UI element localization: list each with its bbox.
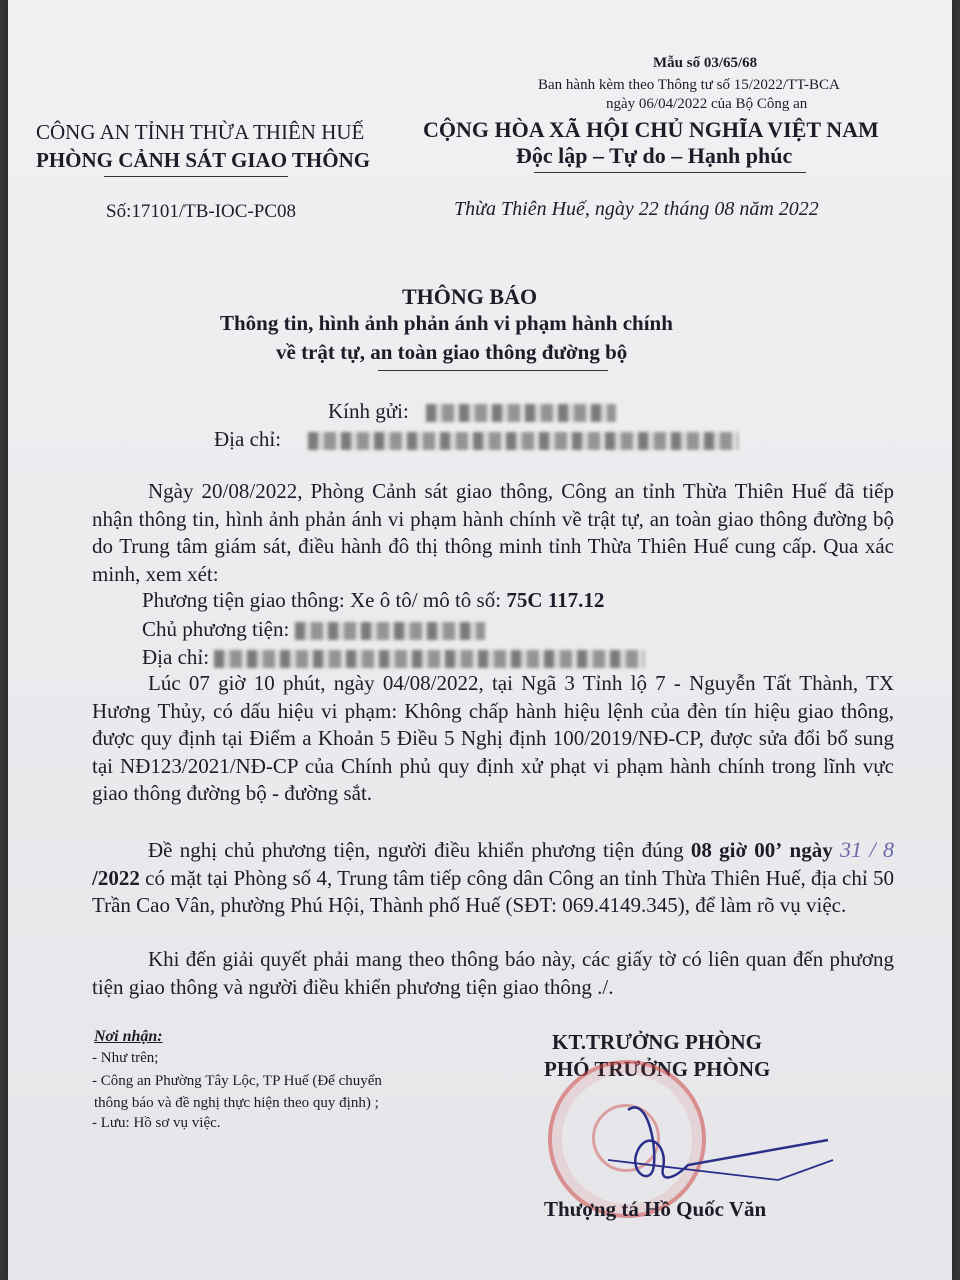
summons-day-handwritten: 31 / 8 bbox=[839, 837, 895, 862]
owner-label: Chủ phương tiện: bbox=[142, 617, 290, 641]
redacted-owner-address bbox=[214, 650, 644, 668]
summons-text-a: Đề nghị chủ phương tiện, người điều khiển phương tiện đúng bbox=[148, 838, 691, 862]
recipient-to-label: Kính gửi: bbox=[328, 399, 409, 423]
agency-name: PHÒNG CẢNH SÁT GIAO THÔNG bbox=[36, 148, 371, 172]
recipients-item-3: - Lưu: Hồ sơ vụ việc. bbox=[92, 1115, 221, 1131]
document-subtitle-2: về trật tự, an toàn giao thông đường bộ bbox=[276, 340, 628, 364]
redacted-owner-name bbox=[295, 622, 485, 640]
recipients-item-2a: - Công an Phường Tây Lộc, TP Huế (Để chuyển bbox=[92, 1073, 382, 1089]
vehicle-label: Phương tiện giao thông: Xe ô tô/ mô tô số: bbox=[142, 588, 507, 612]
owner-line bbox=[142, 617, 485, 642]
form-issued-line2: ngày 06/04/2022 của Bộ Công an bbox=[606, 96, 808, 112]
vehicle-line bbox=[142, 588, 604, 613]
recipients-item-1: - Như trên; bbox=[92, 1050, 159, 1066]
document-subtitle-1: Thông tin, hình ảnh phản ánh vi phạm hành chính bbox=[220, 311, 673, 335]
summons-text-b: có mặt tại Phòng số 4, Trung tâm tiếp công dân Công an tỉnh Thừa Thiên Huế, địa chỉ 50 Trần Cao Vân, phường Phú Hội, Thành phố Huế (SĐT: 069.4149.345), để làm rõ vụ việc. bbox=[92, 865, 894, 917]
signature-title-2: PHÓ TRƯỞNG PHÒNG bbox=[544, 1057, 771, 1081]
handwritten-signature bbox=[598, 1090, 838, 1190]
license-plate: 75C 117.12 bbox=[506, 588, 605, 612]
document-title: THÔNG BÁO bbox=[402, 284, 538, 309]
recipients-title: Nơi nhận: bbox=[94, 1028, 163, 1045]
owner-address-label: Địa chỉ: bbox=[142, 645, 210, 669]
nation-motto: Độc lập – Tự do – Hạnh phúc bbox=[516, 143, 793, 168]
agency-underline bbox=[104, 176, 288, 177]
summons-day-prefix: ngày bbox=[789, 838, 833, 862]
recipient-to bbox=[328, 399, 616, 424]
subtitle-underline bbox=[378, 370, 608, 371]
summons-time: 08 giờ 00’ bbox=[690, 838, 783, 862]
redacted-recipient-address bbox=[308, 432, 738, 450]
owner-address-line bbox=[142, 645, 644, 670]
recipients-item-2b: thông báo và đề nghị thực hiện theo quy định) ; bbox=[94, 1095, 379, 1111]
summons-year: /2022 bbox=[92, 865, 140, 890]
recipient-address-label: Địa chỉ: bbox=[214, 427, 282, 451]
document-page bbox=[8, 0, 952, 1280]
recipient-address bbox=[214, 427, 738, 452]
form-issued-line1: Ban hành kèm theo Thông tư số 15/2022/TT-BCA bbox=[538, 77, 840, 93]
paragraph-intro: Ngày 20/08/2022, Phòng Cảnh sát giao thông, Công an tỉnh Thừa Thiên Huế đã tiếp nhận thông tin, hình ảnh phản ánh vi phạm hành chính về trật tự, an toàn giao thông đường bộ do Trung tâm giám sát, điều hành đô thị thông minh tỉnh Thừa Thiên Huế cung cấp. Qua xác minh, xem xét: bbox=[92, 479, 894, 586]
signature-title-1: KT.TRƯỞNG PHÒNG bbox=[552, 1030, 762, 1054]
form-code: Mẫu số 03/65/68 bbox=[653, 55, 758, 71]
agency-parent: CÔNG AN TỈNH THỪA THIÊN HUẾ bbox=[36, 120, 365, 144]
motto-underline bbox=[534, 172, 806, 173]
paragraph-closing: Khi đến giải quyết phải mang theo thông báo này, các giấy tờ có liên quan đến phương tiện giao thông và người điều khiển phương tiện giao thông ./. bbox=[92, 947, 894, 999]
paragraph-summons bbox=[92, 836, 894, 920]
place-date: Thừa Thiên Huế, ngày 22 tháng 08 năm 2022 bbox=[454, 198, 819, 220]
document-number: Số:17101/TB-IOC-PC08 bbox=[106, 201, 297, 222]
redacted-recipient-name bbox=[426, 404, 616, 422]
nation-title: CỘNG HÒA XÃ HỘI CHỦ NGHĨA VIỆT NAM bbox=[423, 117, 879, 142]
paragraph-violation: Lúc 07 giờ 10 phút, ngày 04/08/2022, tại Ngã 3 Tỉnh lộ 7 - Nguyễn Tất Thành, TX Hương Thủy, có dấu hiệu vi phạm: Không chấp hành hiệu lệnh của đèn tín hiệu giao thông, được quy định tại Điểm a Khoản 5 Điều 5 Nghị định 100/2019/NĐ-CP, được sửa đổi bổ sung tại NĐ123/2021/NĐ-CP của Chính phủ quy định xử phạt vi phạm hành chính trong lĩnh vực giao thông đường bộ - đường sắt. bbox=[92, 671, 894, 805]
signer-name: Thượng tá Hồ Quốc Văn bbox=[544, 1197, 767, 1221]
